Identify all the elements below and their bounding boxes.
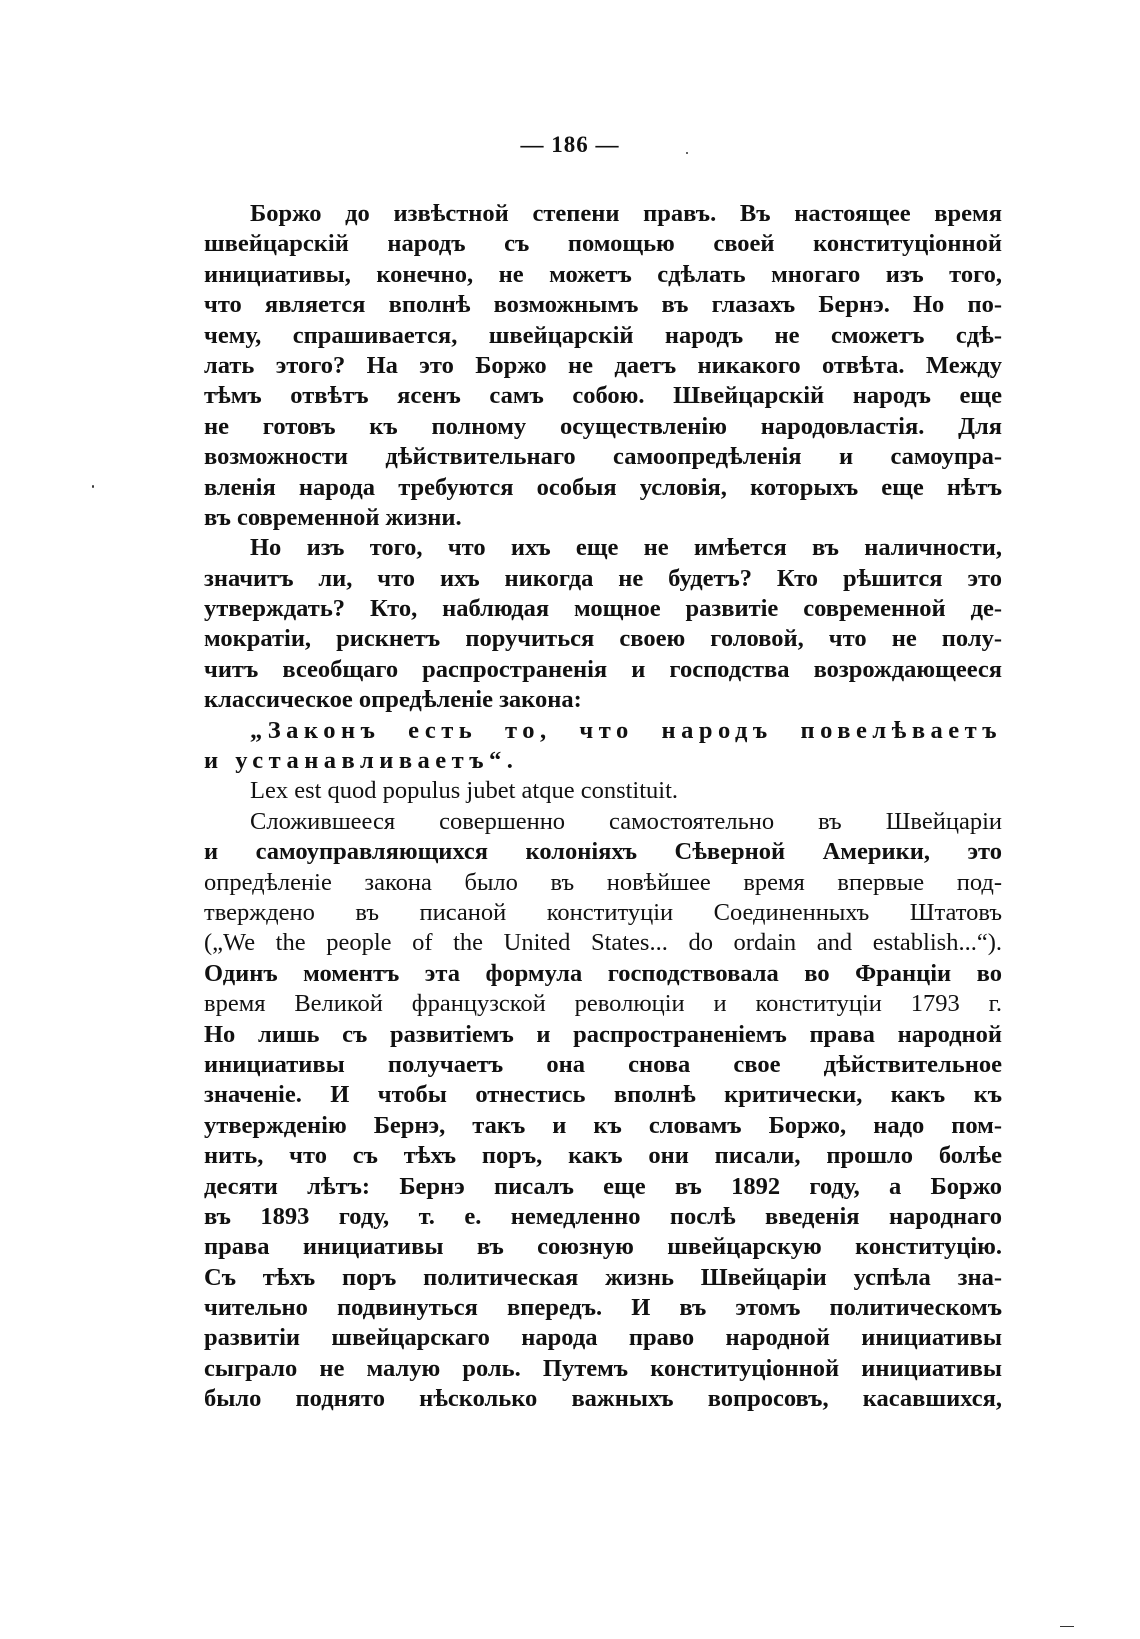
text-line: классическое опредѣленіе закона: bbox=[204, 686, 582, 714]
text-line: развитіи швейцарскаго народа право народной инициативы bbox=[204, 1324, 1002, 1352]
text-line: и самоуправляющихся колоніяхъ Сѣверной Америки, это bbox=[204, 838, 1002, 866]
text-line: въ современной жизни. bbox=[204, 503, 462, 531]
text-line: сыграло не малую роль. Путемъ конституціонной инициативы bbox=[204, 1354, 1002, 1382]
text-line: мократіи, рискнетъ поручиться своею головой, что не полу- bbox=[204, 625, 1002, 653]
text-line: нить, что съ тѣхъ поръ, какъ они писали, прошло болѣе bbox=[204, 1142, 1002, 1170]
scan-speck bbox=[92, 485, 94, 488]
text-line: Но изъ того, что ихъ еще не имѣется въ наличности, bbox=[250, 534, 1002, 562]
text-line: утвержденію Бернэ, такъ и къ словамъ Боржо, надо пом- bbox=[204, 1111, 1002, 1139]
text-line: швейцарскій народъ съ помощью своей конституціонной bbox=[204, 230, 1002, 258]
text-line: десяти лѣтъ: Бернэ писалъ еще въ 1892 году, а Боржо bbox=[204, 1172, 1002, 1200]
body-text bbox=[204, 199, 1002, 1415]
text-line: въ 1893 году, т. е. немедленно послѣ введенія народнаго bbox=[204, 1202, 1002, 1230]
text-line: что является вполнѣ возможнымъ въ глазахъ Бернэ. Но по- bbox=[204, 291, 1002, 319]
text-line: значитъ ли, что ихъ никогда не будетъ? Кто рѣшится это bbox=[204, 564, 1002, 592]
text-line: лать этого? На это Боржо не даетъ никакого отвѣта. Между bbox=[204, 351, 1002, 379]
text-line: опредѣленіе закона было въ новѣйшее время впервые под- bbox=[204, 868, 1002, 896]
text-line: читъ всеобщаго распространенія и господства возрождающееся bbox=[204, 655, 1002, 683]
text-line: („We the people of the United States... do ordain and establish...“). bbox=[204, 929, 1002, 957]
text-line: инициативы получаетъ она снова свое дѣйствительное bbox=[204, 1050, 1002, 1078]
text-line: время Великой французской революціи и конституціи 1793 г. bbox=[204, 990, 1002, 1018]
text-line: было поднято нѣсколько важныхъ вопросовъ, касавшихся, bbox=[204, 1385, 1002, 1413]
scan-speck bbox=[686, 152, 688, 154]
text-line: права инициативы въ союзную швейцарскую конституцію. bbox=[204, 1233, 1002, 1261]
text-line: Lex est quod populus jubet atque constituit. bbox=[250, 777, 679, 805]
text-line: инициативы, конечно, не можетъ сдѣлать многаго изъ того, bbox=[204, 260, 1002, 288]
text-line: и устанавливаетъ“. bbox=[204, 747, 519, 775]
text-line: утверждать? Кто, наблюдая мощное развитіе современной де- bbox=[204, 595, 1002, 623]
text-line: чительно подвинуться впередъ. И въ этомъ политическомъ bbox=[204, 1294, 1002, 1322]
text-line: Съ тѣхъ поръ политическая жизнь Швейцаріи успѣла зна- bbox=[204, 1263, 1002, 1291]
text-line: Одинъ моментъ эта формула господствовала во Франціи во bbox=[204, 959, 1002, 987]
text-line: не готовъ къ полному осуществленію народовластія. Для bbox=[204, 412, 1002, 440]
scan-speck bbox=[1060, 1626, 1074, 1627]
page-number: — 186 — bbox=[520, 132, 620, 157]
text-line: тѣмъ отвѣтъ ясенъ самъ собою. Швейцарскій народъ еще bbox=[204, 382, 1002, 410]
text-line: Сложившееся совершенно самостоятельно въ Швейцаріи bbox=[250, 807, 1002, 835]
text-line: значеніе. И чтобы отнестись вполнѣ критически, какъ къ bbox=[204, 1081, 1002, 1109]
text-line: Боржо до извѣстной степени правъ. Въ настоящее время bbox=[250, 200, 1002, 227]
text-line: чему, спрашивается, швейцарскій народъ не сможетъ сдѣ- bbox=[204, 321, 1002, 349]
text-line: Но лишь съ развитіемъ и распространеніемъ права народной bbox=[204, 1020, 1002, 1048]
text-line: вленія народа требуются особыя условія, которыхъ еще нѣтъ bbox=[204, 473, 1002, 501]
text-line: тверждено въ писаной конституціи Соединенныхъ Штатовъ bbox=[204, 898, 1002, 926]
text-line: „Законъ есть то, что народъ повелѣваетъ bbox=[250, 716, 1002, 744]
text-line: возможности дѣйствительнаго самоопредѣленія и самоупра- bbox=[204, 443, 1002, 471]
